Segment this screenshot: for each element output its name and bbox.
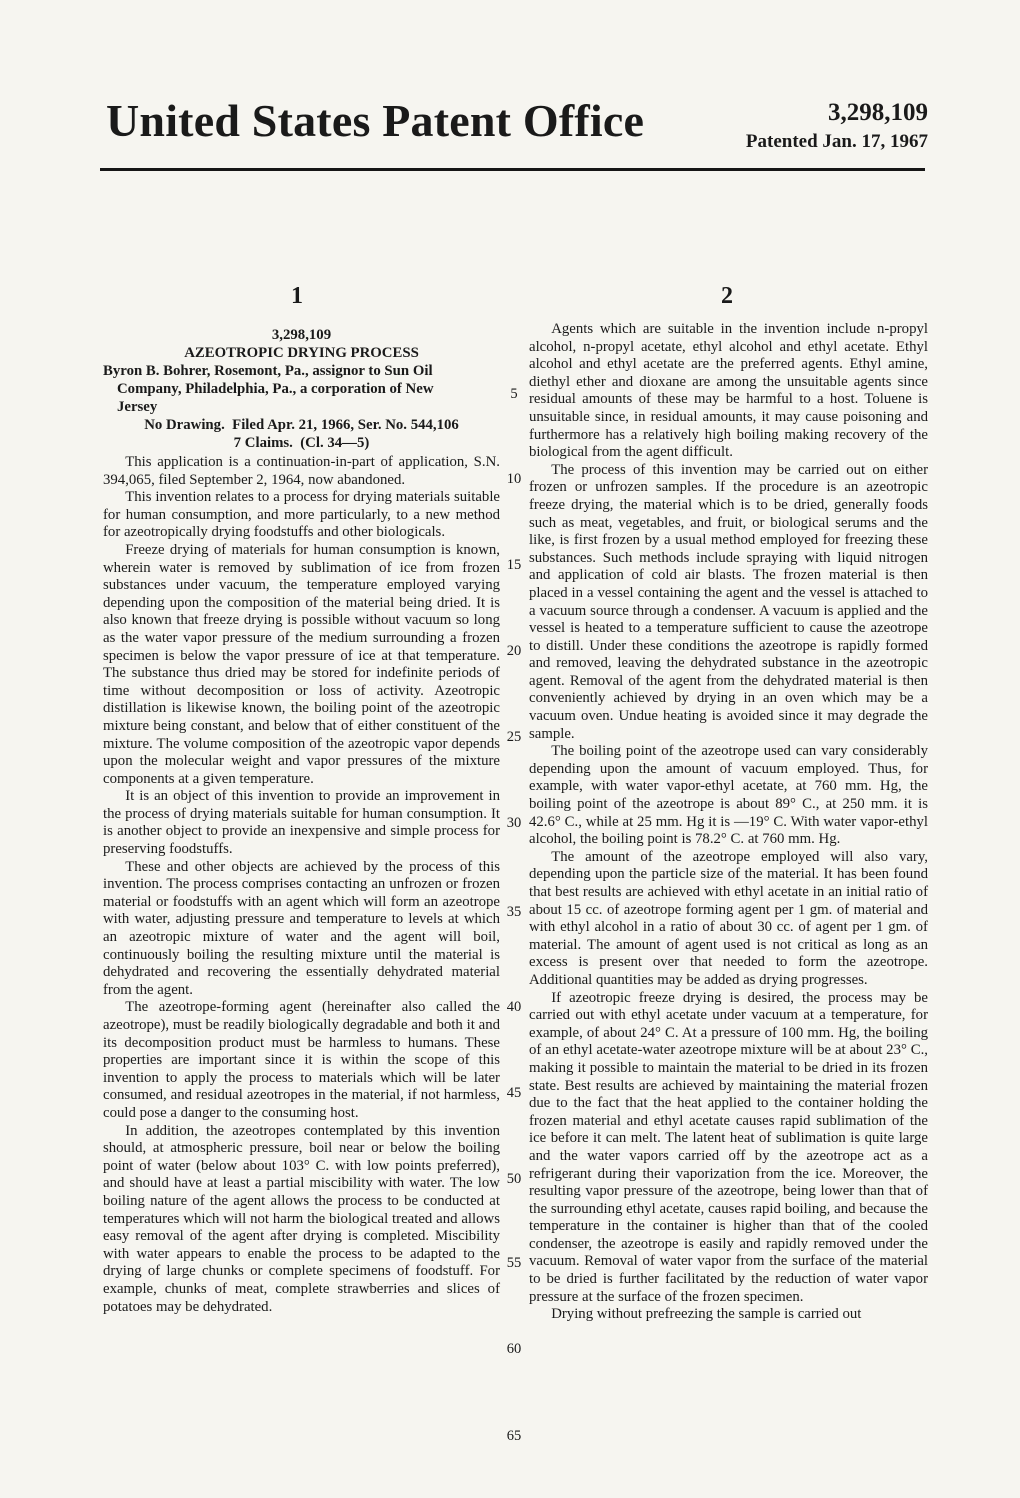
column-number-right: 2 xyxy=(721,283,733,309)
paragraph: Drying without prefreezing the sample is carried out xyxy=(551,1306,862,1323)
paragraph: This application is a continuation-in-part of application, S.N. 394,065, filed September 2, 1964, now abandoned. xyxy=(103,454,500,488)
line-number: 5 xyxy=(510,386,518,402)
heading-inventor-line: Byron B. Bohrer, Rosemont, Pa., assignor to Sun Oil xyxy=(103,363,433,379)
left-column xyxy=(103,326,500,1316)
patent-heading-block xyxy=(103,326,500,452)
paragraph: It is an object of this invention to provide an improvement in the process of drying materials suitable for human consumption. It is another object to provide an inexpensive and simple process for preserving foodstuffs. xyxy=(103,788,500,858)
paragraph: The amount of the azeotrope employed will also vary, depending upon the particle size of the material. It has been found that best results are achieved with ethyl acetate in an initial ratio of about 15 cc. of azeotrope forming agent per 1 gm. of material and with ethyl alcohol in a ratio of about 30 cc. of agent per 1 gm. of material. The amount of agent used is not critical as long as an excess is present over that needed to form the azeotrope. Additional quantities may be added as drying progresses. xyxy=(529,848,928,988)
paragraph: Freeze drying of materials for human consumption is known, wherein water is removed by sublimation of ice from frozen substances under vacuum, the temperature employed varying depending upon the composition of the material being dried. It is also known that freeze drying is possible without vacuum so long as the water vapor pressure of the medium surrounding a frozen specimen is below the vapor pressure of ice at that temperature. The substance thus dried may be stored for indefinite periods of time without decomposition or loss of activity. Azeotropic distillation is likewise known, the boiling point of the azeotropic mixture being constant, and below that of either constituent of the mixture. The volume composition of the azeotropic vapor depends upon the molecular weight and vapor pressures of the mixture components at a given temperature. xyxy=(103,541,500,787)
line-number: 10 xyxy=(506,471,522,487)
line-number: 15 xyxy=(506,557,522,573)
line-number: 30 xyxy=(506,815,522,831)
heading-patent-number: 3,298,109 xyxy=(271,327,332,343)
column-number-left: 1 xyxy=(291,283,303,309)
line-number: 40 xyxy=(506,999,522,1015)
header-divider-rule xyxy=(100,168,925,171)
patented-date: Patented Jan. 17, 1967 xyxy=(745,131,928,152)
patent-number: 3,298,109 xyxy=(828,99,928,126)
right-column xyxy=(529,321,928,1324)
paragraph: If azeotropic freeze drying is desired, the process may be carried out with ethyl acetate under vacuum at a temperature, for example, of about 24° C. At a pressure of 100 mm. Hg, the boiling of an ethyl acetate-water azeotrope mixture will be at about 23° C., making it possible to maintain the material to be dried in its frozen state. Best results are achieved by maintaining the material frozen due to the fact that the heat applied to the container holding the frozen material and ethyl acetate causes rapid sublimation of the ice before it can melt. The latent heat of sublimation is quite large and the water vapors carried off by the azeotrope act as a refrigerant during their vaporization from the ice. Moreover, the resulting vapor pressure of the azeotrope, being lower than that of the surrounding ethyl acetate, causes rapid boiling, and because the temperature in the container is higher than that of the cooled condenser, the azeotrope is easily and rapidly removed under the vacuum. Removal of water vapor from the surface of the material to be dried is further facilitated by the reduction of water vapor pressure at the surface of the frozen specimen. xyxy=(529,989,928,1305)
heading-inventor-line: Company, Philadelphia, Pa., a corporation of New xyxy=(117,381,434,397)
header-right-block xyxy=(746,100,928,153)
line-number: 55 xyxy=(506,1255,522,1271)
paragraph: The boiling point of the azeotrope used can vary considerably depending upon the amount of vacuum employed. Thus, for example, with water vapor-ethyl acetate, at 760 mm. Hg, the boiling point of the azeotrope is about 89° C., at 250 mm. it is 42.6° C., while at 25 mm. Hg it is —19° C. With water vapor-ethyl alcohol, the boiling point is 78.2° C. at 760 mm. Hg. xyxy=(529,743,928,848)
paragraph: These and other objects are achieved by the process of this invention. The process comprises contacting an unfrozen or frozen material or foodstuffs with an agent which will form an azeotrope with water, adjusting pressure and temperature to levels at which an azeotropic mixture of water and the agent will boil, continuously boiling the resulting mixture until the material is dehydrated and recovering the essentially dehydrated material from the agent. xyxy=(103,858,500,998)
paragraph: The process of this invention may be carried out on either frozen or unfrozen samples. If the procedure is an azeotropic freeze drying, the material which is to be dried, generally foods such as meat, vegetables, and fruit, or biological serums and the like, is first frozen by a usual method employed for freezing these substances. Such methods include spraying with liquid nitrogen and application of cold air blasts. The frozen material is then placed in a vessel containing the agent and the vessel is attached to a vacuum source through a condenser. A vacuum is applied and the vessel is heated to a temperature sufficient to cause the azeotrope to distill. Under these conditions the azeotrope is rapidly formed and removed, leaving the dehydrated substance in the azeotropic agent. Removal of the agent from the dehydrated material is then conveniently achieved by drying in an oven which may be a vacuum oven. Undue heating is avoided since it may degrade the sample. xyxy=(529,461,928,742)
line-number: 35 xyxy=(506,904,522,920)
paragraph: In addition, the azeotropes contemplated by this invention should, at atmospheric pressure, boil near or below the boiling point of water (below about 103° C. with low points preferred), and should have at least a partial miscibility with water. The low boiling nature of the agent allows the process to be conducted at temperatures which will not harm the biological treated and allows easy removal of the agent after drying is completed. Miscibility with water appears to enable the process to be adapted to the drying of large chunks or complete specimens of foodstuff. For example, chunks of meat, complete strawberries and slices of potatoes may be dehydrated. xyxy=(103,1122,500,1315)
line-number: 50 xyxy=(506,1171,522,1187)
line-number: 20 xyxy=(506,643,522,659)
line-number: 65 xyxy=(506,1428,522,1444)
heading-claims-line: 7 Claims. (Cl. 34—5) xyxy=(233,435,370,451)
patent-office-title: United States Patent Office xyxy=(106,95,645,146)
paragraph: The azeotrope-forming agent (hereinafter also called the azeotrope), must be readily biologically degradable and both it and its decomposition product must be harmless to humans. These properties are important since it is within the scope of this invention to apply the process to materials which will be later consumed, and residual azeotropes in the material, if not harmless, could pose a danger to the consuming host. xyxy=(103,999,500,1121)
paragraph: This invention relates to a process for drying materials suitable for human consumption, and more particularly, to a new method for azeotropically drying foodstuffs and other biologicals. xyxy=(103,489,500,541)
heading-invention-title: AZEOTROPIC DRYING PROCESS xyxy=(184,345,419,361)
heading-inventor-line: Jersey xyxy=(117,399,158,415)
heading-filing-line: No Drawing. Filed Apr. 21, 1966, Ser. No. 544,106 xyxy=(144,417,459,433)
paragraph: Agents which are suitable in the invention include n-propyl alcohol, n-propyl acetate, ethyl alcohol and ethyl acetate. Ethyl alcohol and ethyl acetate are the preferred agents. Ethyl amine, diethyl ether and dioxane are among the unsuitable agents since residual amounts of these may be harmful to a host. Toluene is unsuitable since, in residual amounts, it may cause poisoning and furthermore has a relatively high boiling making recovery of the biological from the agent difficult. xyxy=(529,321,928,461)
line-number: 45 xyxy=(506,1085,522,1101)
line-number: 25 xyxy=(506,729,522,745)
line-number: 60 xyxy=(506,1341,522,1357)
